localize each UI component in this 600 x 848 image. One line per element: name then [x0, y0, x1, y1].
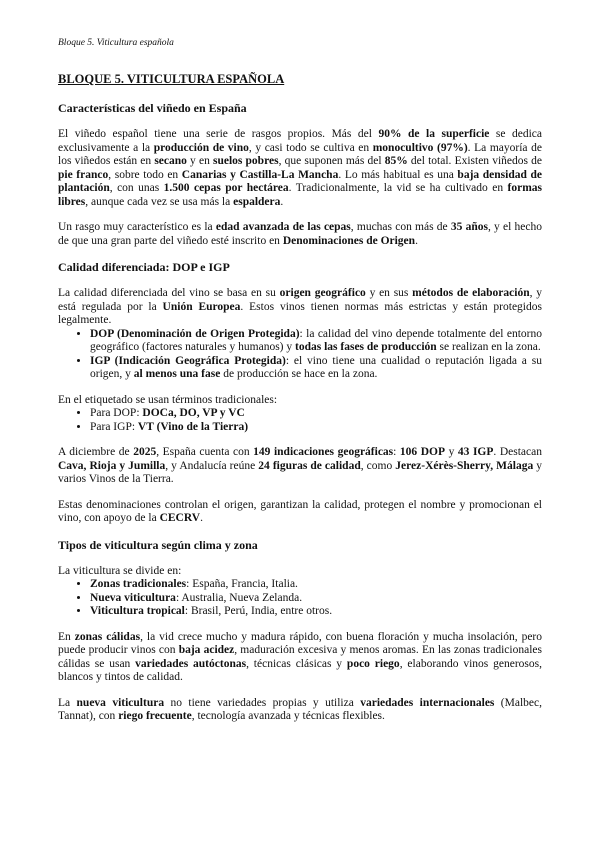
list-item [90, 578, 542, 592]
text-run: y en sus [365, 287, 413, 299]
bold-text: variedades internacionales [360, 696, 495, 709]
text-run: : Australia, Nueva Zelanda. [175, 591, 303, 604]
text-run: La calidad diferenciada del vino se basa en su [58, 287, 280, 299]
text-run: , sobre todo en [108, 168, 182, 181]
text-run: , y está regulada por la [58, 287, 542, 313]
paragraph-tipos-intro [58, 565, 542, 579]
text-run: , como [360, 459, 396, 472]
text-run: En [58, 630, 75, 643]
text-run: , muchas con más de [350, 221, 451, 233]
bold-text: formas libres [58, 182, 543, 208]
text-run: : Brasil, Perú, India, entre otros. [184, 605, 333, 617]
running-header: Bloque 5. Viticultura española [58, 38, 174, 48]
text-run: se realizan en la zona. [436, 341, 541, 353]
bold-text: 43 IGP [457, 446, 494, 458]
text-run: , España cuenta con [156, 446, 254, 458]
bold-text: baja densidad de plantación [58, 168, 542, 194]
paragraph-tipos-2 [58, 697, 542, 724]
bold-text: variedades autóctonas [135, 657, 247, 670]
text-run: no tiene variedades propias y utiliza [164, 696, 361, 709]
paragraph-calidad-2 [58, 446, 542, 487]
bold-text: suelos pobres [212, 155, 279, 167]
bold-text: Nueva viticultura [90, 591, 176, 604]
bold-text: poco riego [346, 657, 400, 670]
bold-text: espaldera [233, 195, 281, 208]
text-run: El viñedo español tiene una serie de rasgos propios. Más del [58, 128, 379, 140]
bold-text: 106 DOP [399, 446, 446, 458]
bold-text: Cava, Rioja y Jumilla [58, 459, 166, 472]
bold-text: DOCa, DO, VP y VC [142, 407, 245, 419]
bold-text: IGP (Indicación Geográfica Protegida) [90, 354, 286, 367]
bold-text: 35 años [450, 221, 488, 233]
text-run: , y el hecho de que una gran parte del viñedo esté inscrito en [58, 221, 542, 247]
bold-text: Zonas tradicionales [90, 578, 187, 590]
list-tipos [58, 578, 542, 619]
bold-text: 149 indicaciones geográficas [253, 446, 394, 458]
text-run: La [58, 696, 77, 709]
paragraph-calidad-3 [58, 499, 542, 526]
text-run: , con unas [109, 182, 164, 194]
list-item [90, 328, 542, 355]
text-run: , la vid crece mucho y madura rápido, con buena floración y mucha insolación, pero puede producir vinos con [58, 630, 542, 656]
text-run: , y casi todo se cultiva en [248, 141, 373, 154]
bold-text: Unión Europea [162, 300, 241, 313]
bold-text: Canarias y Castilla-La Mancha [181, 168, 339, 181]
text-run: . La mayoría de los viñedos están en [58, 141, 542, 167]
bold-text: riego frecuente [118, 710, 192, 722]
document-title: BLOQUE 5. VITICULTURA ESPAÑOLA [58, 72, 285, 86]
bold-text: edad avanzada de las cepas [215, 221, 351, 233]
text-run: Para IGP: [90, 420, 138, 433]
bold-text: CECRV [159, 512, 201, 524]
bold-text: monocultivo (97%) [372, 141, 468, 154]
text-run: y en [186, 155, 213, 167]
text-run: A diciembre de [58, 446, 134, 458]
paragraph-caracteristicas-1 [58, 128, 542, 209]
text-run: y varios Vinos de la Tierra. [58, 459, 543, 485]
text-run: : España, Francia, Italia. [186, 578, 298, 590]
bold-text: 1.500 cepas por hectárea [163, 182, 289, 194]
text-run: Un rasgo muy característico es la [58, 221, 216, 233]
text-run: . [280, 195, 284, 208]
list-item [90, 592, 542, 606]
list-item [90, 421, 542, 435]
bold-text: Jerez-Xérès-Sherry, Málaga [395, 459, 534, 472]
bold-text: zonas cálidas [74, 630, 141, 643]
text-run: , y Andalucía reúne [165, 459, 259, 472]
bold-text: origen geográfico [279, 287, 366, 299]
text-run: : [393, 446, 400, 458]
text-run: . Estos vinos tienen normas más estrictas y están protegidos legalmente. [58, 300, 542, 326]
bold-text: Viticultura tropical [90, 605, 185, 617]
text-run: y [445, 446, 458, 458]
bold-text: nueva viticultura [76, 696, 165, 709]
bold-text: baja acidez [178, 644, 235, 656]
heading-calidad: Calidad diferenciada: DOP e IGP [58, 260, 230, 274]
paragraph-tipos-1 [58, 631, 542, 685]
heading-tipos: Tipos de viticultura según clima y zona [58, 537, 258, 552]
text-run: . Destacan [493, 446, 542, 458]
bold-text: secano [154, 155, 187, 167]
text-run: , que suponen más del [278, 155, 385, 167]
list-etiquetado [58, 407, 542, 434]
text-run: (Malbec, Tannat), con [58, 696, 542, 722]
bold-text: DOP (Denominación de Origen Protegida) [90, 327, 300, 340]
text-run: se dedica exclusivamente a la [58, 128, 542, 154]
text-run: , maduración excesiva y menos aromas. En las zonas tradicionales cálidas se usan [58, 644, 542, 670]
text-run: . [415, 234, 418, 247]
paragraph-etiquetado-intro [58, 394, 542, 408]
text-run: Para DOP: [90, 407, 143, 419]
bold-text: 24 figuras de calidad [258, 459, 361, 472]
text-run: . Lo más habitual es una [338, 168, 458, 181]
heading-caracteristicas: Características del viñedo en España [58, 101, 247, 115]
bold-text: pie franco [58, 168, 109, 181]
text-run: , tecnología avanzada y técnicas flexibles. [191, 710, 385, 722]
bold-text: 85% [384, 155, 408, 167]
bold-text: métodos de elaboración [412, 287, 530, 299]
text-run: , aunque cada vez se usa más la [85, 195, 234, 208]
list-item [90, 407, 542, 421]
text-run: : el vino tiene una cualidad o reputación ligada a su origen, y [90, 354, 542, 380]
text-run: . Tradicionalmente, la vid se ha cultivado en [288, 182, 508, 194]
bold-text: Denominaciones de Origen [282, 234, 416, 247]
bold-text: 2025 [133, 446, 157, 458]
list-item [90, 355, 542, 382]
text-run: : la calidad del vino depende totalmente del entorno geográfico (factores naturales y humanos) y [90, 327, 542, 353]
paragraph-calidad-1 [58, 287, 542, 328]
text-run: , elaborando vinos generosos, blancos y tintos de calidad. [58, 657, 543, 683]
bold-text: VT (Vino de la Tierra) [137, 420, 249, 433]
list-item [90, 605, 542, 619]
text-run: de producción se hace en la zona. [220, 368, 378, 380]
text-run: , técnicas clásicas y [246, 657, 347, 670]
bold-text: 90% de la superficie [378, 128, 490, 140]
text-run: La viticultura se divide en: [58, 564, 182, 577]
list-dop-igp [58, 328, 542, 382]
paragraph-caracteristicas-2 [58, 221, 542, 248]
text-run: Estas denominaciones controlan el origen, garantizan la calidad, protegen el nombre y promocionan el vino, con apoyo de la [58, 498, 542, 524]
bold-text: producción de vino [153, 141, 249, 154]
text-run: del total. Existen viñedos de [407, 155, 542, 167]
bold-text: todas las fases de producción [295, 341, 437, 353]
bold-text: al menos una fase [133, 368, 221, 380]
text-run: En el etiquetado se usan términos tradicionales: [58, 393, 278, 406]
text-run: . [200, 512, 203, 524]
